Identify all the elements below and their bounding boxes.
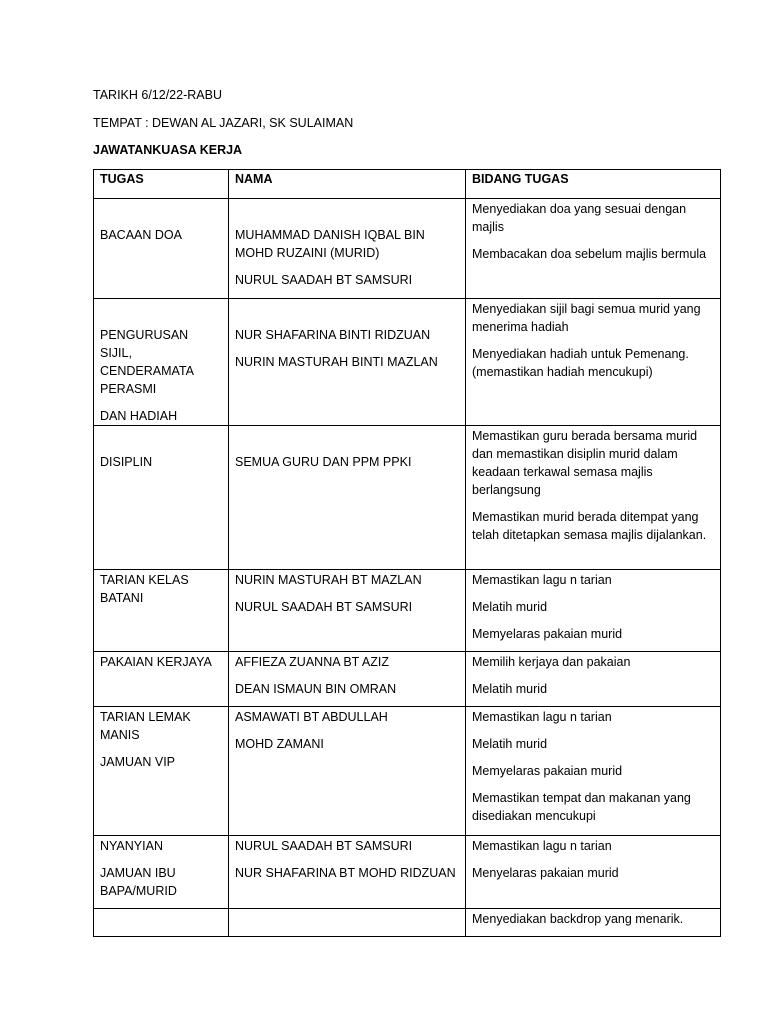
date-line: TARIKH 6/12/22-RABU (93, 88, 222, 102)
table-row (94, 570, 721, 652)
committee-title: JAWATANKUASA KERJA (93, 143, 243, 157)
nama-cell (229, 426, 466, 570)
bidang-tugas-text: Memyelaras pakaian murid (472, 627, 623, 641)
table-header-row (94, 170, 721, 199)
tugas-text: PENGURUSAN SIJIL, CENDERAMATA PERASMI (100, 328, 194, 396)
tugas-cell (94, 836, 229, 909)
nama-text: MUHAMMAD DANISH IQBAL BIN MOHD RUZAINI (MURID) (235, 228, 425, 260)
nama-cell (229, 707, 466, 836)
tugas-cell (94, 299, 229, 426)
nama-text: NUR SHAFARINA BINTI RIDZUAN (235, 328, 431, 342)
tugas-text: NYANYIAN (100, 839, 163, 853)
bidang-tugas-text: Menyediakan hadiah untuk Pemenang. (memastikan hadiah mencukupi) (472, 347, 689, 379)
tugas-text: TARIAN LEMAK MANIS (100, 710, 191, 742)
bidang-tugas-text: Memastikan lagu n tarian (472, 710, 612, 724)
bidang-tugas-text: Memilih kerjaya dan pakaian (472, 655, 631, 669)
bidang-tugas-text: Membacakan doa sebelum majlis bermula (472, 247, 707, 261)
table-row (94, 909, 721, 937)
nama-text: DEAN ISMAUN BIN OMRAN (235, 682, 397, 696)
tugas-text: DISIPLIN (100, 455, 153, 469)
bidang-tugas-text: Memastikan murid berada ditempat yang telah ditetapkan semasa majlis dijalankan. (472, 510, 707, 542)
nama-text: MOHD ZAMANI (235, 737, 324, 751)
nama-text: NURUL SAADAH BT SAMSURI (235, 839, 413, 853)
table-row (94, 426, 721, 570)
nama-text: NURUL SAADAH BT SAMSURI (235, 600, 413, 614)
nama-cell (229, 570, 466, 652)
column-header-nama: NAMA (229, 170, 466, 199)
nama-cell (229, 909, 466, 937)
table-row (94, 836, 721, 909)
bidang-tugas-text: Memastikan lagu n tarian (472, 839, 612, 853)
nama-cell (229, 199, 466, 299)
tugas-cell (94, 707, 229, 836)
nama-text: NURIN MASTURAH BT MAZLAN (235, 573, 422, 587)
bidang-tugas-cell (466, 909, 721, 937)
tugas-text: DAN HADIAH (100, 409, 178, 423)
committee-table (93, 169, 721, 937)
bidang-tugas-text: Melatih murid (472, 682, 548, 696)
table-row (94, 199, 721, 299)
tugas-cell (94, 909, 229, 937)
tugas-text: JAMUAN IBU BAPA/MURID (100, 866, 177, 898)
nama-text: ASMAWATI BT ABDULLAH (235, 710, 388, 724)
bidang-tugas-cell (466, 426, 721, 570)
table-row (94, 652, 721, 707)
bidang-tugas-cell (466, 836, 721, 909)
bidang-tugas-cell (466, 707, 721, 836)
bidang-tugas-cell (466, 652, 721, 707)
column-header-bidang-tugas: BIDANG TUGAS (466, 170, 721, 199)
bidang-tugas-text: Melatih murid (472, 600, 548, 614)
tugas-cell (94, 652, 229, 707)
nama-text: NURUL SAADAH BT SAMSURI (235, 273, 413, 287)
nama-text: SEMUA GURU DAN PPM PPKI (235, 455, 412, 469)
bidang-tugas-cell (466, 299, 721, 426)
bidang-tugas-cell (466, 570, 721, 652)
bidang-tugas-text: Memastikan lagu n tarian (472, 573, 612, 587)
bidang-tugas-text: Memastikan guru berada bersama murid dan memastikan disiplin murid dalam keadaan terkawal semasa majlis berlangsung (472, 429, 698, 497)
bidang-tugas-text: Menyediakan sijil bagi semua murid yang menerima hadiah (472, 302, 701, 334)
venue-line: TEMPAT : DEWAN AL JAZARI, SK SULAIMAN (93, 116, 354, 130)
bidang-tugas-text: Menyediakan backdrop yang menarik. (472, 912, 684, 926)
table-row (94, 707, 721, 836)
nama-cell (229, 652, 466, 707)
tugas-cell (94, 426, 229, 570)
table-row (94, 299, 721, 426)
tugas-cell (94, 199, 229, 299)
tugas-text: JAMUAN VIP (100, 755, 176, 769)
nama-text: NUR SHAFARINA BT MOHD RIDZUAN (235, 866, 456, 880)
nama-text: AFFIEZA ZUANNA BT AZIZ (235, 655, 389, 669)
bidang-tugas-text: Menyediakan doa yang sesuai dengan majlis (472, 202, 687, 234)
bidang-tugas-cell (466, 199, 721, 299)
nama-text: NURIN MASTURAH BINTI MAZLAN (235, 355, 438, 369)
bidang-tugas-text: Memastikan tempat dan makanan yang disediakan mencukupi (472, 791, 691, 823)
bidang-tugas-text: Menyelaras pakaian murid (472, 866, 619, 880)
bidang-tugas-text: Memyelaras pakaian murid (472, 764, 623, 778)
tugas-text: TARIAN KELAS BATANI (100, 573, 189, 605)
column-header-tugas: TUGAS (94, 170, 229, 199)
nama-cell (229, 299, 466, 426)
tugas-text: PAKAIAN KERJAYA (100, 655, 212, 669)
tugas-text: BACAAN DOA (100, 228, 182, 242)
nama-cell (229, 836, 466, 909)
tugas-cell (94, 570, 229, 652)
bidang-tugas-text: Melatih murid (472, 737, 548, 751)
